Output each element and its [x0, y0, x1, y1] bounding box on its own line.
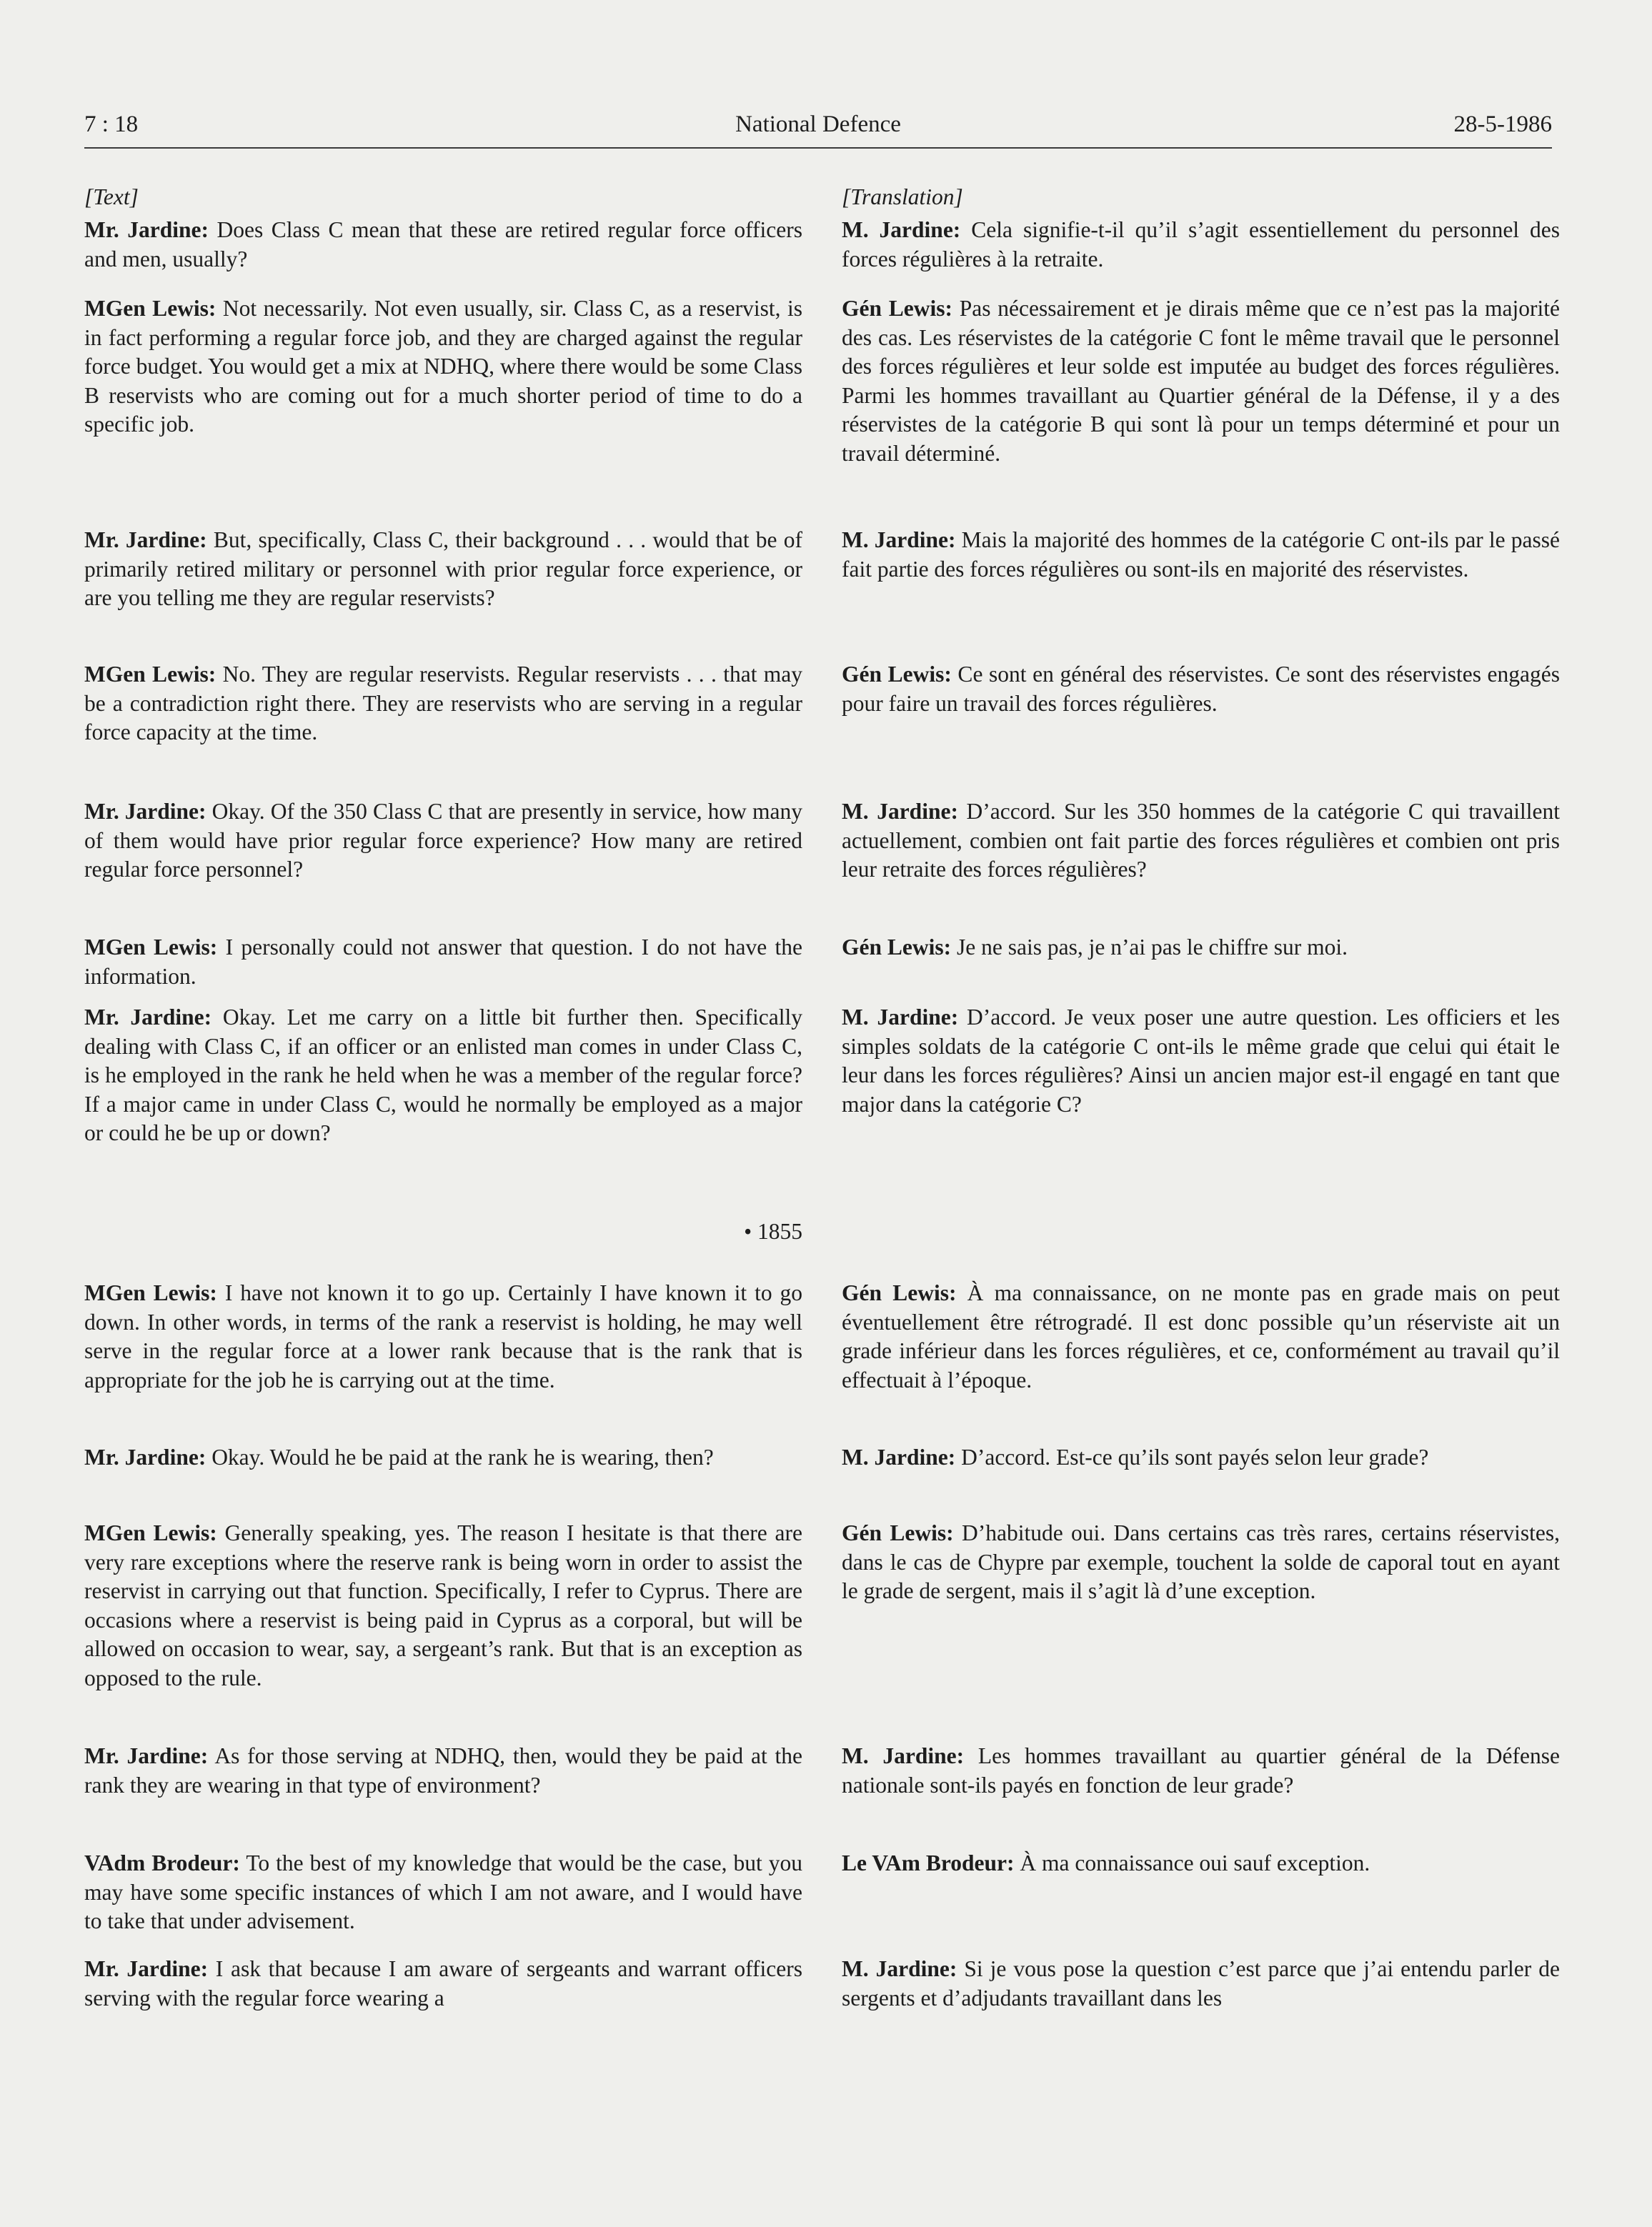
speaker-name: Gén Lewis: [842, 296, 952, 321]
speech-text: Mais la majorité des hommes de la catégorie C ont-ils par le passé fait partie des forces régulières ou sont-ils en majorité des réservistes. [842, 527, 1560, 582]
speaker-name: Le VAm Brodeur: [842, 1850, 1015, 1875]
speaker-name: MGen Lewis: [84, 1520, 217, 1545]
english-column [84, 183, 802, 2069]
french-column [842, 183, 1560, 2069]
transcript-paragraph [84, 933, 802, 991]
speaker-name: Gén Lewis: [842, 935, 952, 960]
speech-text: Si je vous pose la question c’est parce que j’ai entendu parler de sergents et d’adjudants travaillant dans les [842, 1956, 1560, 2011]
speech-text: Generally speaking, yes. The reason I hesitate is that there are very rare exceptions where the reserve rank is being worn in order to assist the reservist in carrying out that function. Specifically, I refer to Cyprus. There are occasions where a reservist is being paid in Cyprus as a corporal, but will be allowed on occasion to wear, say, a sergeant’s rank. But that is an exception as opposed to the rule. [84, 1520, 802, 1690]
speaker-name: M. Jardine: [842, 1445, 956, 1470]
speaker-name: M. Jardine: [842, 1956, 957, 1981]
transcript-paragraph [84, 1519, 802, 1693]
speech-text: To the best of my knowledge that would be the case, but you may have some specific instances of which I am not aware, and I would have to take that under advisement. [84, 1850, 802, 1933]
speaker-name: Mr. Jardine: [84, 217, 209, 242]
speech-text: I ask that because I am aware of sergeants and warrant officers serving with the regular force wearing a [84, 1956, 802, 2011]
speech-text: But, specifically, Class C, their background . . . would that be of primarily retired military or personnel with prior regular force experience, or are you telling me they are regular reservists? [84, 527, 802, 610]
speech-text: Okay. Would he be paid at the rank he is wearing, then? [206, 1445, 714, 1470]
speech-text: À ma connaissance, on ne monte pas en grade mais on peut éventuellement être rétrogradé. Il est donc possible qu’un réserviste ait un grade inférieur dans les forces régulières, et ce, conformément au travail qu’il effectuait à l’époque. [842, 1280, 1560, 1393]
transcript-paragraph [84, 1742, 802, 1800]
transcript-paragraph [842, 933, 1560, 962]
speaker-name: Mr. Jardine: [84, 1956, 209, 1981]
speech-text: D’accord. Sur les 350 hommes de la catégorie C qui travaillent actuellement, combien ont fait partie des forces régulières et combien ont pris leur retraite des forces régulières? [842, 799, 1560, 882]
speaker-name: MGen Lewis: [84, 1280, 217, 1305]
speaker-name: Gén Lewis: [842, 662, 952, 687]
speech-text: À ma connaissance oui sauf exception. [1014, 1850, 1370, 1875]
transcript-paragraph [842, 1519, 1560, 1606]
transcript-paragraph [842, 1279, 1560, 1395]
speaker-name: M. Jardine: [842, 799, 958, 824]
speaker-name: Mr. Jardine: [84, 799, 206, 824]
transcript-paragraph [84, 1003, 802, 1148]
speech-text: Okay. Let me carry on a little bit further then. Specifically dealing with Class C, if an officer or an enlisted man comes in under Class C, is he employed in the rank he held when he was a member of the regular force? If a major came in under Class C, would he normally be employed as a major or could he be up or down? [84, 1005, 802, 1145]
transcript-paragraph [84, 1849, 802, 1936]
speech-text: I have not known it to go up. Certainly I have known it to go down. In other words, in terms of the rank a reservist is holding, he may well serve in the regular force at a lower rank because that is the rank that is appropriate for the job he is carrying out at the time. [84, 1280, 802, 1393]
speaker-name: Mr. Jardine: [84, 1743, 209, 1768]
transcript-paragraph [842, 294, 1560, 468]
page-date: 28-5-1986 [1453, 111, 1552, 137]
speech-text: Cela signifie-t-il qu’il s’agit essentiellement du personnel des forces régulières à la retraite. [842, 217, 1560, 271]
time-marker: • 1855 [744, 1219, 802, 1244]
speech-text: Pas nécessairement et je dirais même que ce n’est pas la majorité des cas. Les réservistes de la catégorie C font le même travail que le personnel des forces régulières et leur solde est imputée au budget des forces régulières. Parmi les hommes travaillant au Quartier général de la Défense, il y a des réservistes de la catégorie B qui sont là pour un temps déterminé et pour un travail déterminé. [842, 296, 1560, 466]
transcript-paragraph [842, 1742, 1560, 1800]
column-label: [Translation] [842, 184, 963, 209]
speech-text: No. They are regular reservists. Regular reservists . . . that may be a contradiction right there. They are reservists who are serving in a regular force capacity at the time. [84, 662, 803, 744]
transcript-paragraph [842, 797, 1560, 885]
speaker-name: M. Jardine: [842, 1743, 965, 1768]
speech-text: D’accord. Est-ce qu’ils sont payés selon leur grade? [955, 1445, 1429, 1470]
page-number: 7 : 18 [84, 111, 139, 137]
transcript-paragraph [842, 216, 1560, 274]
speech-text: Les hommes travaillant au quartier général de la Défense nationale sont-ils payés en fonction de leur grade? [842, 1743, 1560, 1798]
speech-text: Not necessarily. Not even usually, sir. Class C, as a reservist, is in fact performing a regular force job, and they are charged against the regular force budget. You would get a mix at NDHQ, where there would be some Class B reservists who are coming out for a much shorter period of time to do a specific job. [84, 296, 802, 437]
speaker-name: Gén Lewis: [842, 1280, 957, 1305]
publication-title: National Defence [735, 111, 901, 137]
transcript-paragraph [84, 216, 802, 274]
speech-text: Does Class C mean that these are retired regular force officers and men, usually? [84, 217, 803, 271]
speech-text: As for those serving at NDHQ, then, would they be paid at the rank they are wearing in that type of environment? [84, 1743, 803, 1798]
speaker-name: M. Jardine: [842, 527, 956, 552]
speech-text: Ce sont en général des réservistes. Ce sont des réservistes engagés pour faire un travail des forces régulières. [842, 662, 1560, 716]
speaker-name: M. Jardine: [842, 1005, 959, 1030]
speaker-name: MGen Lewis: [84, 662, 217, 687]
transcript-paragraph [842, 660, 1560, 718]
speech-text: Je ne sais pas, je n’ai pas le chiffre sur moi. [951, 935, 1348, 960]
speaker-name: Gén Lewis: [842, 1520, 954, 1545]
transcript-paragraph [84, 1955, 802, 2013]
transcript-paragraph [84, 1279, 802, 1395]
transcript-paragraph [842, 1003, 1560, 1119]
transcript-paragraph [84, 797, 802, 885]
speech-text: I personally could not answer that question. I do not have the information. [84, 935, 803, 989]
speaker-name: Mr. Jardine: [84, 1005, 212, 1030]
speaker-name: M. Jardine: [842, 217, 961, 242]
speaker-name: MGen Lewis: [84, 296, 217, 321]
transcript-paragraph [842, 1955, 1560, 2013]
transcript-paragraph [84, 294, 802, 439]
speaker-name: MGen Lewis: [84, 935, 218, 960]
speech-text: Okay. Of the 350 Class C that are presently in service, how many of them would have prior regular force experience? How many are retired regular force personnel? [84, 799, 802, 882]
column-label: [Text] [84, 184, 139, 209]
transcript-paragraph [842, 526, 1560, 584]
page-header [84, 107, 1552, 149]
transcript-paragraph [842, 1443, 1560, 1473]
speaker-name: Mr. Jardine: [84, 1445, 206, 1470]
transcript-paragraph [842, 1849, 1560, 1878]
transcript-paragraph [84, 1443, 802, 1473]
transcript-paragraph [84, 526, 802, 613]
transcript-paragraph [84, 660, 802, 747]
speaker-name: Mr. Jardine: [84, 527, 207, 552]
speech-text: D’accord. Je veux poser une autre question. Les officiers et les simples soldats de la catégorie C ont-ils le même grade que celui qui était le leur dans les forces régulières? Ainsi un ancien major est-il engagé en tant que major dans la catégorie C? [842, 1005, 1560, 1117]
speech-text: D’habitude oui. Dans certains cas très rares, certains réservistes, dans le cas de Chypre par exemple, touchent la solde de caporal tout en ayant le grade de sergent, mais il s’agit là d’une exception. [842, 1520, 1560, 1603]
speaker-name: VAdm Brodeur: [84, 1850, 240, 1875]
